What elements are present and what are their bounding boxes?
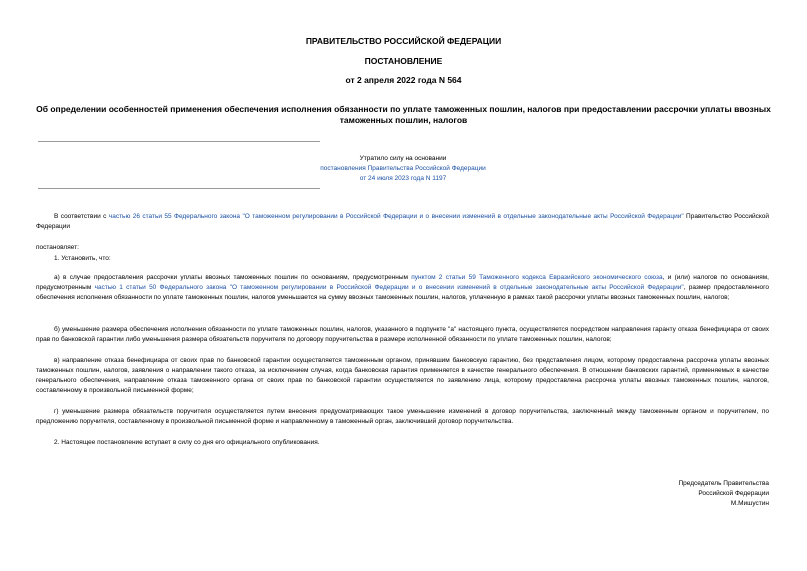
customs-code-link[interactable]: пунктом 2 статьи 59 Таможенного кодекса Евразийского экономического союза <box>411 274 663 281</box>
item-2-paragraph: 2. Настоящее постановление вступает в силу со дня его официального опубликования. <box>54 439 320 446</box>
document-type: ПОСТАНОВЛЕНИЕ <box>364 56 443 66</box>
lost-force-note <box>282 154 524 184</box>
item-a-text-1: а) в случае предоставления рассрочки уплаты ввозных таможенных пошлин по основаниям, предусмотренным <box>54 274 412 281</box>
document-date-number: от 2 апреля 2022 года N 564 <box>345 75 462 85</box>
item-a-text-3: , размер предоставленного обеспечения исполнения обязанности по уплате таможенных пошлин, налогов уменьшается на сумму ввозных таможенных пошлин, налогов, уплаченную в рамках такой рассрочки уплаты ввозных таможенных пошлин, налогов; <box>36 284 769 301</box>
lost-force-text: Утратило силу на основании <box>359 155 447 162</box>
preamble-law-link[interactable]: частью 26 статьи 55 Федерального закона "О таможенном регулировании в Российской Федерации и о внесении изменений в отдельные законодательные акты Российской Федерации" <box>108 213 684 220</box>
item-b-paragraph: б) уменьшение размера обеспечения исполнения обязанности по уплате таможенных пошлин, налогов, указанного в подпункте "а" настоящего пункта, осуществляется посредством направления гаранту отказа бенефициара от своих прав по банковской гарантии либо уменьшения размера обязательств поручителя по договору поручительства в размере исполненной обязанности по уплате таможенных пошлин, налогов; <box>36 326 769 343</box>
item-a-text-2: , и (или) налогов по основаниям, предусмотренным <box>36 274 769 291</box>
item-a-paragraph <box>36 273 769 303</box>
signature-name: М.Мишустин <box>730 500 769 507</box>
preamble-prefix: В соответствии с <box>54 213 109 220</box>
preamble-suffix: Правительство Российской Федерации <box>36 213 769 230</box>
signature-title-2: Российской Федерации <box>698 490 769 497</box>
decides-paragraph: постановляет: <box>36 244 79 251</box>
divider-bottom <box>38 188 320 189</box>
item-v-paragraph: в) направление отказа бенефициара от своих прав по банковской гарантии осуществляется таможенным органом, принявшим банковскую гарантию, без представления лицом, которому предоставлена рассрочка уплаты ввозных таможенных пошлин, налогов, заявления о направлении такого отказа, за исключением случая, когда банковская гарантия применяется в качестве генерального обеспечения. В отношении банковских гарантий, применяемых в качестве генерального обеспечения, направление отказа таможенного органа от своих прав по банковской гарантии осуществляется по заявлению лица, которому предоставлена рассрочка уплаты ввозных таможенных пошлин, налогов, составленному в произвольной письменной форме; <box>36 357 769 394</box>
federal-law-link[interactable]: частью 1 статьи 50 Федерального закона "О таможенном регулировании в Российской Федерации и о внесении изменений в отдельные законодательные акты Российской Федерации" <box>94 284 684 291</box>
lost-force-link-line1[interactable]: постановления Правительства Российской Федерации <box>320 165 486 172</box>
divider-top <box>38 141 320 142</box>
preamble-paragraph <box>36 212 769 232</box>
item-g-paragraph: г) уменьшение размера обязательств поручителя осуществляется путем внесения предусматривающих такое уменьшение изменений в договор поручительства, заключенный между таможенным органом и поручителем, по предложению поручителя, составленному в произвольной письменной форме и направленному в таможенный орган, заключивший договор поручительства. <box>36 408 769 425</box>
signature-title-1: Председатель Правительства <box>678 480 769 487</box>
government-heading: ПРАВИТЕЛЬСТВО РОССИЙСКОЙ ФЕДЕРАЦИИ <box>305 36 502 46</box>
lost-force-link-line2[interactable]: от 24 июля 2023 года N 1197 <box>359 175 447 182</box>
signature-block <box>678 479 769 509</box>
item-1-paragraph: 1. Установить, что: <box>54 255 111 262</box>
document-title: Об определении особенностей применения обеспечения исполнения обязанности по уплате таможенных пошлин, налогов при предоставлении рассрочки уплаты ввозных таможенных пошлин, налогов <box>36 104 771 125</box>
